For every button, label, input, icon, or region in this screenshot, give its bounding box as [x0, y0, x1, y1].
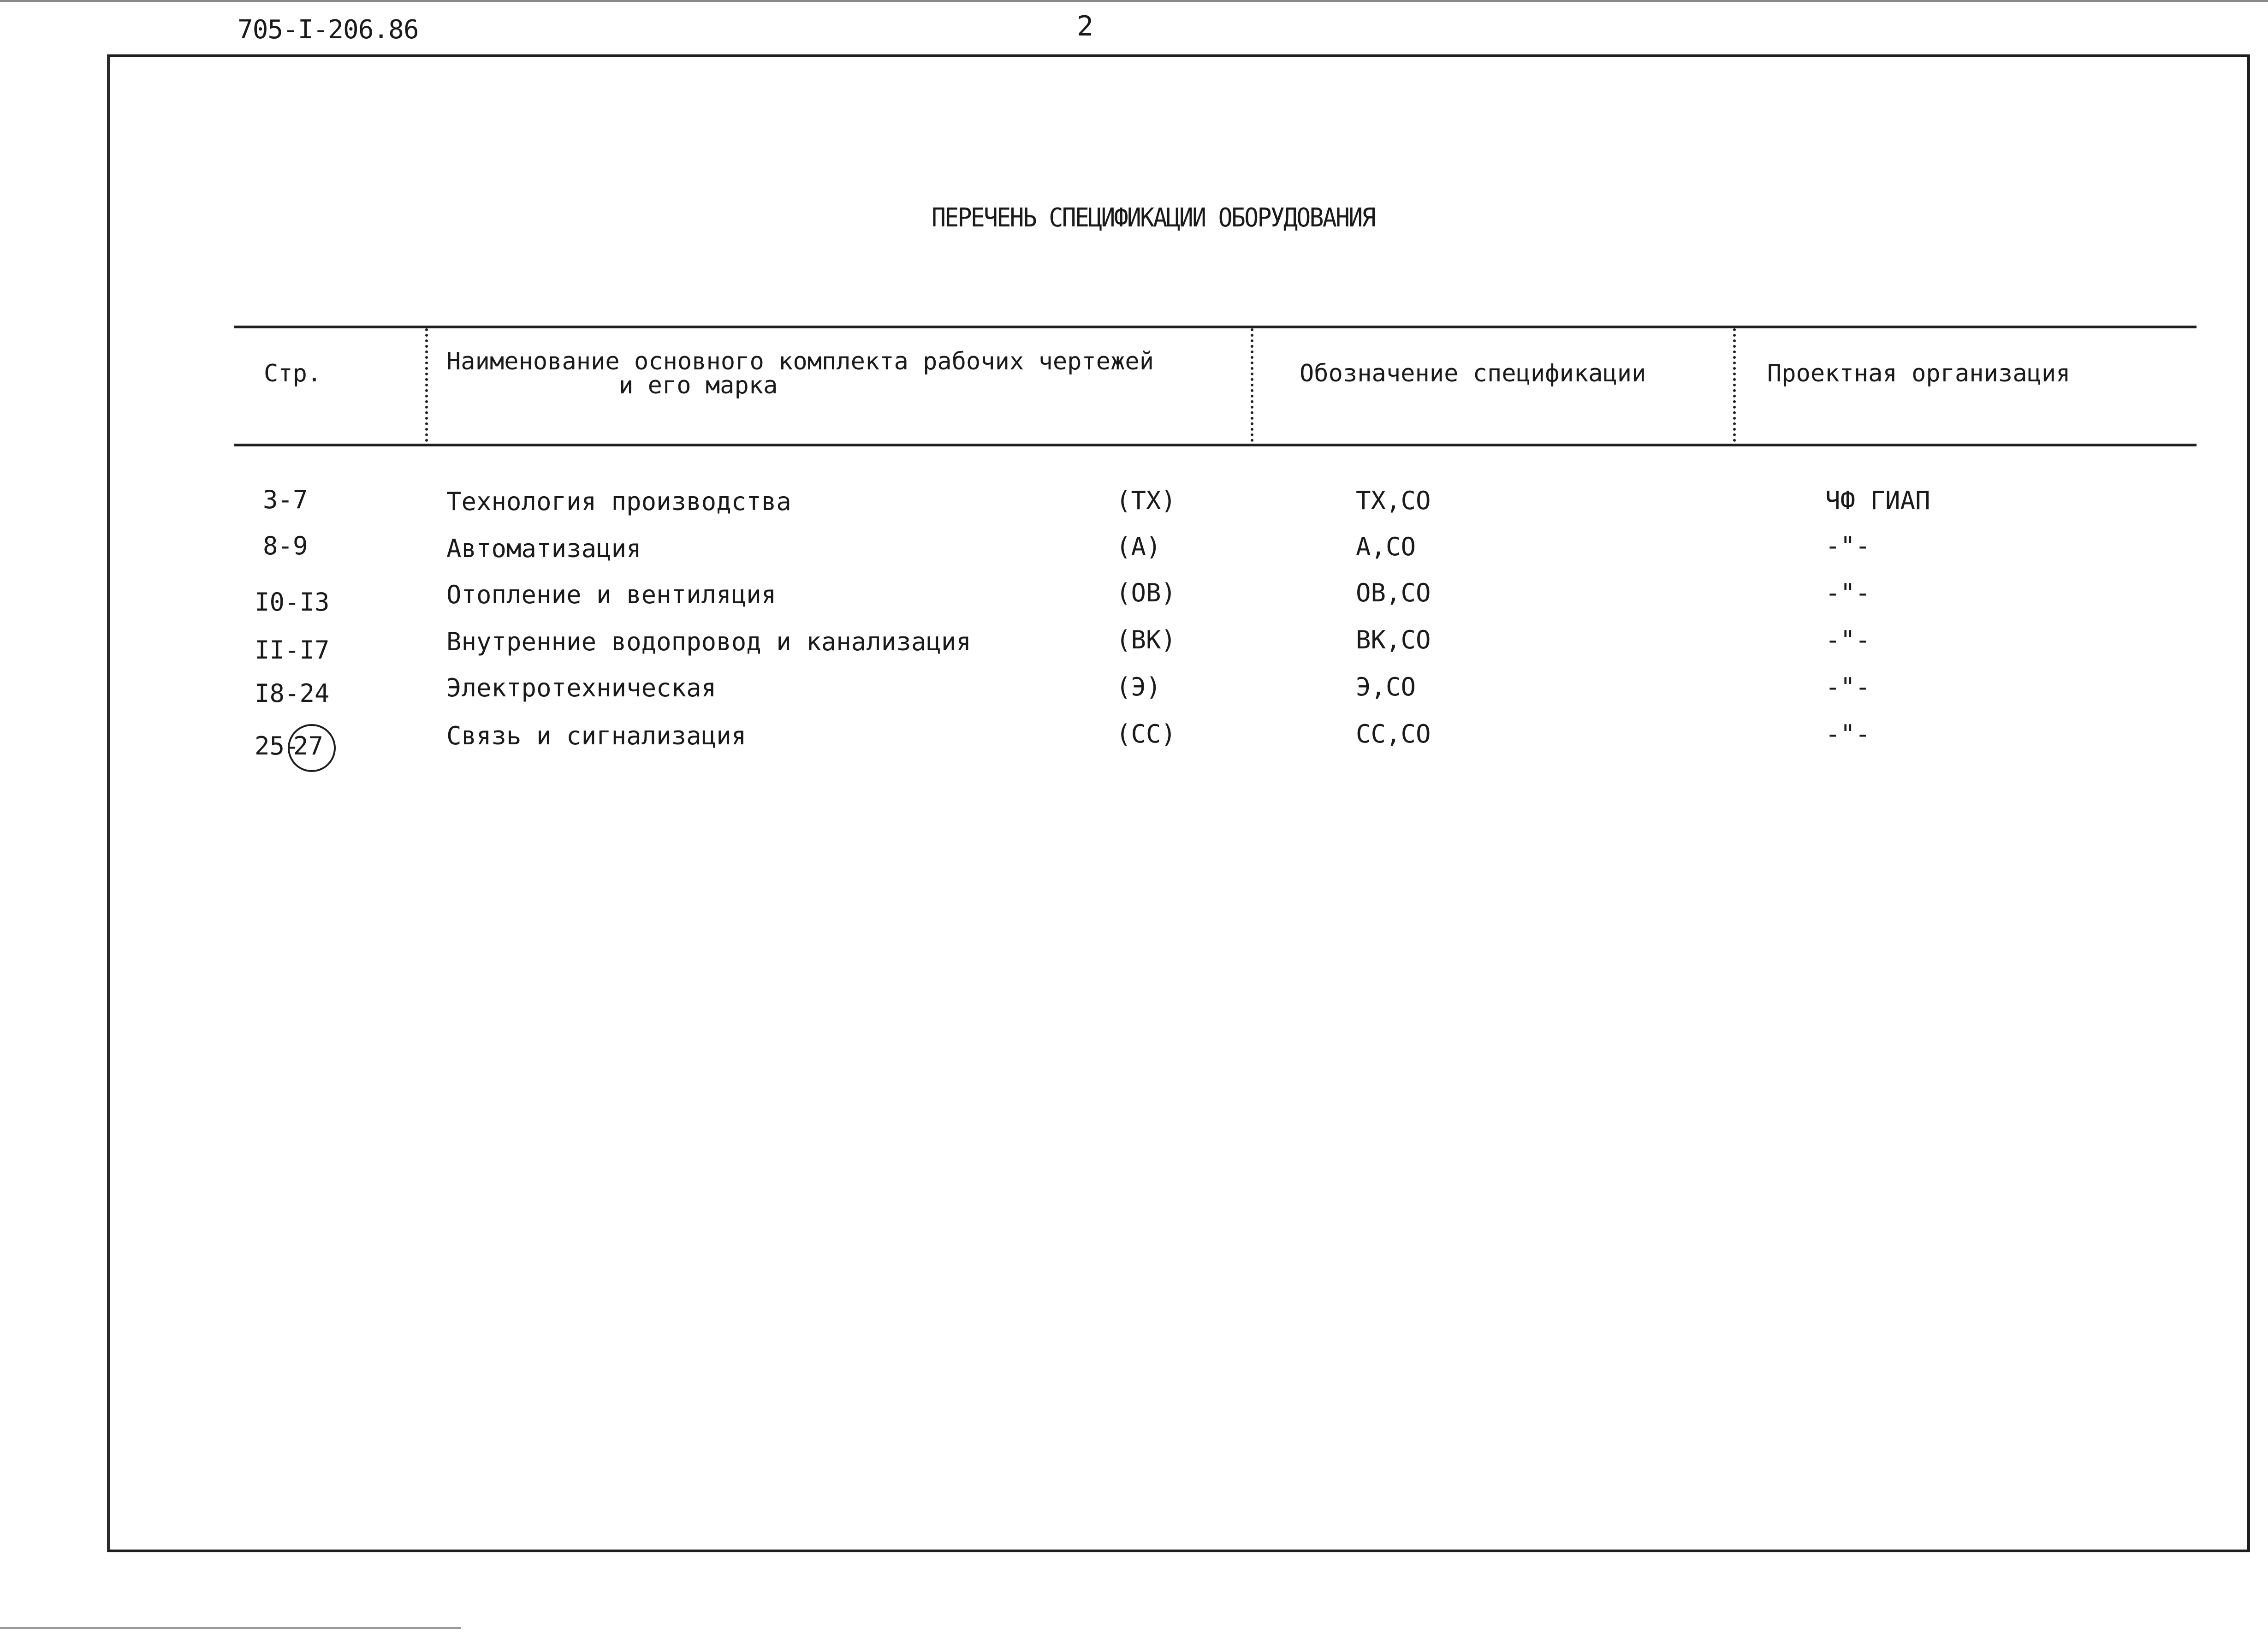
row-mark: (А) — [1116, 532, 1161, 561]
column-separator — [1251, 328, 1253, 442]
drawing-frame — [107, 54, 2250, 1552]
row-org: -"- — [1825, 578, 1870, 607]
top-edge-line — [0, 0, 2268, 2]
row-org: ЧФ ГИАП — [1825, 486, 1930, 515]
row-org: -"- — [1825, 719, 1870, 748]
row-pages: II-I7 — [255, 635, 330, 665]
row-mark: (ВК) — [1116, 625, 1176, 654]
row-mark: (ОВ) — [1116, 578, 1176, 607]
row-name: Автоматизация — [446, 534, 641, 563]
row-spec: ОВ,СО — [1356, 578, 1431, 607]
row-pages: I0-I3 — [255, 588, 330, 617]
row-pages: I8-24 — [255, 679, 330, 708]
row-pages: 3-7 — [263, 485, 308, 514]
column-header-pages: Стр. — [264, 360, 322, 387]
column-separator — [1733, 328, 1736, 442]
document-code: 705-I-206.86 — [237, 15, 419, 45]
bottom-edge-line — [0, 1627, 461, 1629]
row-mark: (ТХ) — [1116, 486, 1176, 515]
column-header-org: Проектная организация — [1767, 360, 2071, 387]
row-name: Отопление и вентиляция — [446, 580, 777, 609]
page-number: 2 — [1077, 10, 1094, 42]
row-mark: (СС) — [1116, 719, 1176, 748]
table-header-bottom-rule — [234, 444, 2197, 446]
row-name: Технология производства — [446, 487, 791, 516]
page-title: ПЕРЕЧЕНЬ СПЕЦИФИКАЦИИ ОБОРУДОВАНИЯ — [932, 203, 1375, 233]
row-org: -"- — [1825, 531, 1870, 560]
row-spec: СС,СО — [1356, 719, 1431, 748]
row-name: Внутренние водопровод и канализация — [446, 627, 971, 656]
row-org: -"- — [1825, 625, 1870, 654]
column-header-name: Наименование основного комплекта рабочих чертежей — [446, 348, 1154, 375]
column-header-spec: Обозначение спецификации — [1300, 360, 1646, 387]
row-pages-end-circled: 27 — [293, 731, 324, 760]
row-org: -"- — [1825, 672, 1870, 701]
column-separator — [425, 328, 428, 442]
row-name: Связь и сигнализация — [446, 721, 747, 750]
row-pages: 8-9 — [263, 531, 308, 560]
row-mark: (Э) — [1116, 672, 1161, 701]
row-name: Электротехническая — [446, 673, 717, 702]
table-top-rule — [234, 326, 2197, 328]
row-pages-start: 25- — [255, 731, 300, 760]
row-spec: А,СО — [1356, 532, 1416, 561]
row-spec: Э,СО — [1356, 672, 1416, 701]
row-spec: ТХ,СО — [1356, 486, 1431, 515]
column-header-name-line2: и его марка — [619, 372, 778, 399]
row-spec: ВК,СО — [1356, 625, 1431, 654]
